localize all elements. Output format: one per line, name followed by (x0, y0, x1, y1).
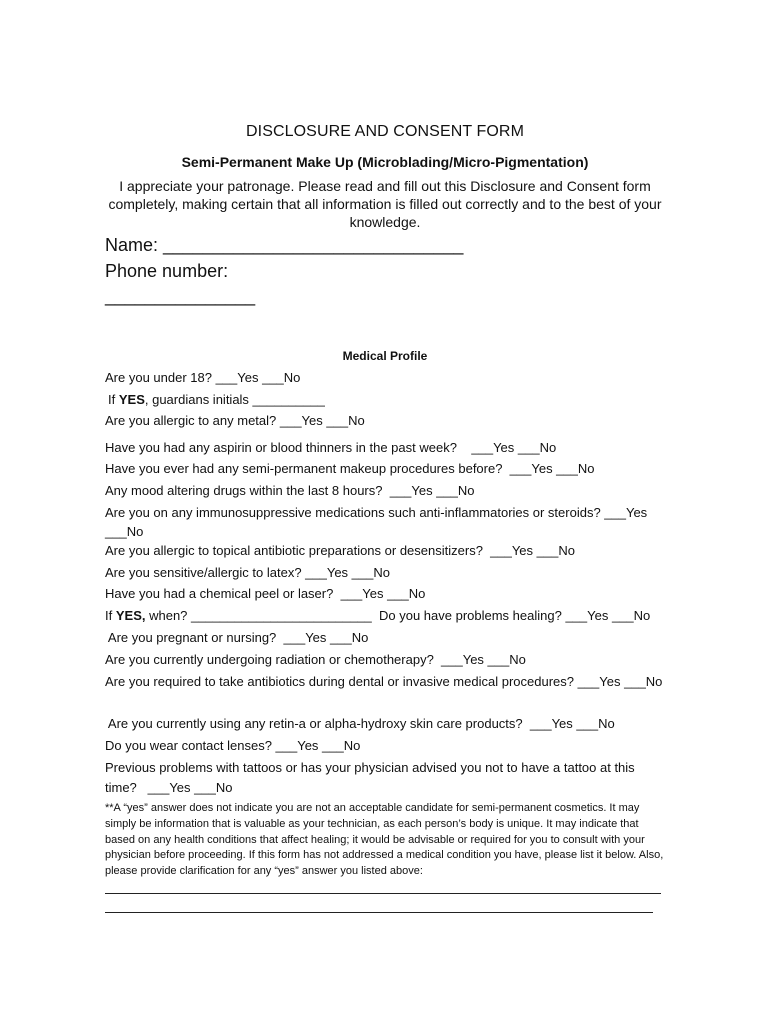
question-dental-antibiotics[interactable]: Are you required to take antibiotics during dental or invasive medical procedures? ___Yes ___No (105, 674, 663, 689)
answer-line-2[interactable] (105, 912, 653, 913)
intro-paragraph: I appreciate your patronage. Please read and fill out this Disclosure and Consent form completely, making certain that all information is filled out correctly and to the best of your knowledge. (108, 178, 662, 230)
phone-label: Phone number: (105, 261, 229, 281)
when-rest: when? _________________________ Do you have problems healing? ___Yes ___No (145, 608, 651, 623)
question-retin-a[interactable]: Are you currently using any retin-a or alpha-hydroxy skin care products? ___Yes ___No (105, 716, 615, 731)
name-field[interactable]: Name: ______________________________ (105, 235, 464, 255)
phone-field[interactable]: _______________ (105, 286, 256, 306)
medical-profile-heading: Medical Profile (342, 349, 428, 363)
question-tattoo[interactable]: Previous problems with tattoos or has your physician advised you not to have a tattoo at this time? ___Yes ___No (105, 760, 639, 795)
question-contact-lenses[interactable]: Do you wear contact lenses? ___Yes ___No (105, 738, 361, 753)
question-prior-pmu[interactable]: Have you ever had any semi-permanent makeup procedures before? ___Yes ___No (105, 461, 595, 476)
guardian-prefix: If (108, 392, 116, 407)
question-latex[interactable]: Are you sensitive/allergic to latex? ___Yes ___No (105, 565, 390, 580)
guardian-rest: , guardians initials __________ (144, 392, 325, 407)
question-guardian-initials[interactable] (108, 390, 325, 410)
page-subtitle: Semi-Permanent Make Up (Microblading/Micro-Pigmentation) (181, 154, 589, 170)
question-antibiotic-preparations[interactable]: Are you allergic to topical antibiotic preparations or desensitizers? ___Yes ___No (105, 543, 575, 558)
question-when-healing[interactable] (105, 606, 650, 626)
when-yes-bold: YES, (115, 608, 146, 623)
page-title: DISCLOSURE AND CONSENT FORM (246, 123, 524, 140)
when-prefix: If (105, 608, 113, 623)
question-metal-allergy[interactable]: Are you allergic to any metal? ___Yes ___No (105, 413, 365, 428)
answer-line-1[interactable] (105, 893, 661, 894)
question-aspirin[interactable]: Have you had any aspirin or blood thinners in the past week? ___Yes ___No (105, 440, 557, 455)
question-under-18[interactable]: Are you under 18? ___Yes ___No (105, 370, 301, 385)
question-immunosuppressive[interactable]: Are you on any immunosuppressive medications such anti-inflammatories or steroids? ___Yes ___No (105, 505, 648, 539)
disclaimer-note: **A “yes” answer does not indicate you are not an acceptable candidate for semi-permanent cosmetics. It may simply be information that is valuable as your technician, as each person’s body is unique. It may indicate that based on any health conditions that affect healing; it would be advisable or required for you to consult with your physician before proceeding. If this form has not addressed a medical condition you have, please list it below. Also, please provide clarification for any “yes” answer you listed above: (105, 802, 664, 878)
question-pregnant[interactable]: Are you pregnant or nursing? ___Yes ___No (105, 630, 369, 645)
question-mood-drugs[interactable]: Any mood altering drugs within the last 8 hours? ___Yes ___No (105, 483, 475, 498)
question-radiation[interactable]: Are you currently undergoing radiation or chemotherapy? ___Yes ___No (105, 652, 526, 667)
question-chemical-peel[interactable]: Have you had a chemical peel or laser? ___Yes ___No (105, 586, 426, 601)
guardian-yes-bold: YES (118, 392, 145, 407)
